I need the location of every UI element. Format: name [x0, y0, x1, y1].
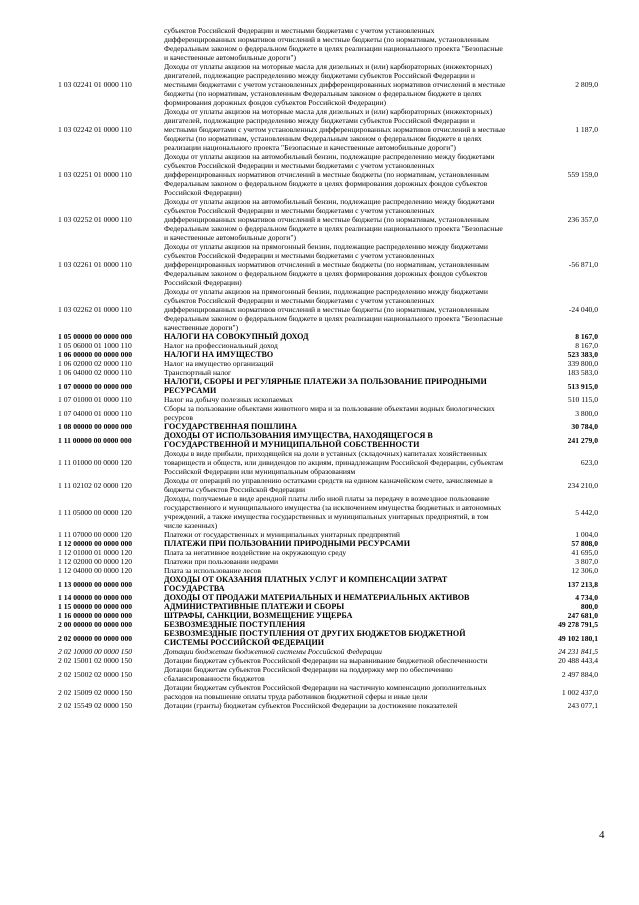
- table-row: [58, 287, 598, 332]
- table-row: [58, 350, 598, 359]
- budget-code: 1 07 00000 00 0000 000: [58, 381, 133, 391]
- table-row: [58, 656, 598, 665]
- revenue-description: Доходы от уплаты акцизов на прямогонный бензин, подлежащие распределению между бюджетами субъектов Российской Федерации и местными бюджетами с учетом установленных дифференцированных нормативов отчислений в местные бюджеты (по нормативам, установленным Федеральным законом о федеральном бюджете в целях реализации национального проекта "Безопасные качественные дороги"): [164, 287, 503, 332]
- amount-value: 12 306,0: [571, 566, 598, 575]
- table-row: [58, 566, 598, 575]
- amount-value: 1 002 437,0: [561, 687, 598, 697]
- table-row: [58, 602, 598, 611]
- revenue-description: ПЛАТЕЖИ ПРИ ПОЛЬЗОВАНИИ ПРИРОДНЫМИ РЕСУРСАМИ: [164, 539, 410, 548]
- budget-code: 1 11 02102 02 0000 120: [58, 480, 132, 490]
- table-row: [58, 26, 598, 62]
- revenue-description: ДОХОДЫ ОТ ПРОДАЖИ МАТЕРИАЛЬНЫХ И НЕМАТЕРИАЛЬНЫХ АКТИВОВ: [164, 593, 470, 602]
- table-row: [58, 548, 598, 557]
- revenue-description: НАЛОГИ НА ИМУЩЕСТВО: [164, 350, 274, 359]
- budget-code: 2 00 00000 00 0000 000: [58, 620, 133, 629]
- revenue-description: Доходы, получаемые в виде арендной платы либо иной платы за передачу в возмездное пользование государственного и муниципального имущества (за исключением имущества бюджетных и автономных учреждений, а также имущества государственных и муниципальных унитарных предприятий, в том числе казенных): [164, 494, 502, 530]
- amount-value: -24 040,0: [568, 305, 598, 314]
- revenue-description: ДОХОДЫ ОТ ИСПОЛЬЗОВАНИЯ ИМУЩЕСТВА, НАХОДЯЩЕГОСЯ В ГОСУДАРСТВЕННОЙ И МУНИЦИПАЛЬНОЙ СОБСТВЕННОСТИ: [164, 431, 433, 449]
- amount-value: 4 734,0: [575, 593, 598, 602]
- revenue-description: БЕЗВОЗМЕЗДНЫЕ ПОСТУПЛЕНИЯ: [164, 620, 306, 629]
- amount-value: 5 442,0: [575, 507, 598, 517]
- budget-code: 1 06 04000 02 0000 110: [58, 368, 132, 377]
- amount-value: 57 808,0: [571, 539, 598, 548]
- amount-value: 513 915,0: [567, 381, 598, 391]
- amount-value: 2 809,0: [575, 80, 598, 89]
- budget-code: 1 05 00000 00 0000 000: [58, 332, 133, 341]
- table-row: [58, 332, 598, 341]
- revenue-description: ДОХОДЫ ОТ ОКАЗАНИЯ ПЛАТНЫХ УСЛУГ И КОМПЕНСАЦИИ ЗАТРАТ ГОСУДАРСТВА: [164, 575, 448, 593]
- budget-code: 1 03 02242 01 0000 110: [58, 125, 132, 134]
- revenue-description: Дотации бюджетам субъектов Российской Федерации на поддержку мер по обеспечению сбалансированности бюджетов: [164, 665, 453, 683]
- table-row: [58, 422, 598, 431]
- budget-code: 1 03 02262 01 0000 110: [58, 305, 132, 314]
- revenue-description: Доходы от уплаты акцизов на автомобильный бензин, подлежащие распределению между бюджетами субъектов Российской Федерации и местными бюджетами с учетом установленных дифференцированных нормативов отчислений в местные бюджеты (по нормативам, установленным Федеральным законом о федеральном бюджете в целях реализации национального проекта "Безопасные и качественные автомобильные дороги"): [164, 197, 503, 242]
- table-row: [58, 242, 598, 287]
- revenue-description: Доходы от уплаты акцизов на моторные масла для дизельных и (или) карбюраторных (инжекторных) двигателей, подлежащие распределению между бюджетами субъектов Российской Федерации и местными бюджетами с учетом установленных дифференцированных нормативов отчислений в местные бюджеты (по нормативам, установленным Федеральным законом о федеральном бюджете в целях формирования дорожных фондов субъектов Российской Федерации): [164, 62, 506, 107]
- table-row: [58, 152, 598, 197]
- amount-value: 339 800,0: [567, 359, 598, 368]
- table-row: [58, 575, 598, 593]
- table-row: [58, 341, 598, 350]
- amount-value: 1 004,0: [575, 530, 598, 539]
- revenue-description: Доходы в виде прибыли, приходящейся на доли в уставных (складочных) капиталах хозяйственных товариществ и обществ, или дивидендов по акциям, принадлежащим Российской Федерации, субъектам Российской Федерации или муниципальным образованиям: [164, 449, 504, 476]
- budget-code: 1 12 04000 00 0000 120: [58, 566, 133, 575]
- budget-revenue-table: [58, 26, 598, 710]
- revenue-description: Доходы от уплаты акцизов на автомобильный бензин, подлежащие распределению между бюджетами субъектов Российской Федерации и местными бюджетами с учетом установленных дифференцированных нормативов отчислений в местные бюджеты (по нормативам, установленным Федеральным законом о федеральном бюджете в целях формирования дорожных фондов субъектов Российской Федерации): [164, 152, 495, 197]
- table-row: [58, 593, 598, 602]
- table-row: [58, 395, 598, 404]
- amount-value: 41 695,0: [571, 548, 598, 557]
- revenue-description: Платежи при пользовании недрами: [164, 557, 279, 566]
- amount-value: 8 167,0: [575, 341, 598, 350]
- amount-value: 800,0: [580, 602, 598, 611]
- amount-value: 559 159,0: [567, 170, 598, 179]
- budget-code: 1 11 01000 00 0000 120: [58, 458, 132, 467]
- amount-value: 247 681,0: [567, 611, 598, 620]
- budget-code: 1 12 01000 01 0000 120: [58, 548, 133, 557]
- table-row: [58, 530, 598, 539]
- amount-value: 49 278 791,5: [558, 620, 598, 629]
- revenue-description: БЕЗВОЗМЕЗДНЫЕ ПОСТУПЛЕНИЯ ОТ ДРУГИХ БЮДЖЕТОВ БЮДЖЕТНОЙ СИСТЕМЫ РОССИЙСКОЙ ФЕДЕРАЦИИ: [164, 629, 466, 647]
- amount-value: 137 213,8: [567, 579, 598, 589]
- budget-code: 2 02 15009 02 0000 150: [58, 687, 133, 697]
- budget-code: 2 02 15002 02 0000 150: [58, 669, 133, 679]
- budget-code: 1 03 02252 01 0000 110: [58, 215, 132, 224]
- revenue-description: Дотации бюджетам бюджетной системы Российской Федерации: [164, 647, 382, 656]
- table-row: [58, 611, 598, 620]
- table-row: [58, 368, 598, 377]
- amount-value: 241 279,0: [567, 435, 598, 445]
- revenue-description: Налог на добычу полезных ископаемых: [164, 395, 293, 404]
- amount-value: 8 167,0: [575, 332, 598, 341]
- amount-value: 243 077,1: [567, 701, 598, 710]
- table-row: [58, 107, 598, 152]
- budget-code: 1 13 00000 00 0000 000: [58, 579, 133, 589]
- amount-value: 30 784,0: [571, 422, 598, 431]
- amount-value: 236 357,0: [567, 215, 598, 224]
- budget-code: 1 11 07000 00 0000 120: [58, 530, 132, 539]
- amount-value: 24 231 841,5: [558, 647, 598, 656]
- budget-code: 1 11 00000 00 0000 000: [58, 435, 132, 445]
- budget-code: 1 11 05000 00 0000 120: [58, 507, 132, 517]
- amount-value: 49 102 180,1: [558, 633, 598, 643]
- budget-code: 1 12 00000 00 0000 000: [58, 539, 133, 548]
- revenue-description: Дотации (гранты) бюджетам субъектов Российской Федерации за достижение показателей: [164, 701, 458, 710]
- revenue-description: субъектов Российской Федерации и местными бюджетами с учетом установленных дифференцированных нормативов отчислений в местные бюджеты (по нормативам, установленным Федеральным законом о федеральном бюджете в целях реализации национального проекта "Безопасные и качественные автомобильные дороги"): [164, 26, 503, 62]
- table-row: [58, 377, 598, 395]
- budget-code: 1 15 00000 00 0000 000: [58, 602, 133, 611]
- table-row: [58, 629, 598, 647]
- amount-value: 623,0: [580, 458, 598, 467]
- revenue-description: Платежи от государственных и муниципальных унитарных предприятий: [164, 530, 400, 539]
- table-row: [58, 197, 598, 242]
- revenue-description: НАЛОГИ, СБОРЫ И РЕГУЛЯРНЫЕ ПЛАТЕЖИ ЗА ПОЛЬЗОВАНИЕ ПРИРОДНЫМИ РЕСУРСАМИ: [164, 377, 487, 395]
- budget-code: 1 06 00000 00 0000 000: [58, 350, 133, 359]
- revenue-description: Доходы от уплаты акцизов на прямогонный бензин, подлежащие распределению между бюджетами субъектов Российской Федерации и местными бюджетами с учетом установленных дифференцированных нормативов отчислений в местные бюджеты (по нормативам, установленным Федеральным законом о федеральном бюджете в целях формирования дорожных фондов субъектов Российской Федерации): [164, 242, 489, 287]
- amount-value: 3 800,0: [575, 408, 598, 418]
- budget-code: 2 02 10000 00 0000 150: [58, 647, 133, 656]
- revenue-description: ГОСУДАРСТВЕННАЯ ПОШЛИНА: [164, 422, 297, 431]
- revenue-description: Налог на профессиональный доход: [164, 341, 278, 350]
- table-row: [58, 359, 598, 368]
- table-row: [58, 62, 598, 107]
- table-row: [58, 494, 598, 530]
- budget-code: 2 02 00000 00 0000 000: [58, 633, 133, 643]
- budget-code: 1 05 06000 01 1000 110: [58, 341, 132, 350]
- table-row: [58, 431, 598, 449]
- revenue-description: Плата за негативное воздействие на окружающую среду: [164, 548, 347, 557]
- table-row: [58, 647, 598, 656]
- budget-code: 1 07 04000 01 0000 110: [58, 408, 132, 418]
- revenue-description: Доходы от операций по управлению остатками средств на едином казначейском счете, зачисляемые в бюджеты субъектов Российской Федерации: [164, 476, 493, 494]
- budget-code: 1 08 00000 00 0000 000: [58, 422, 133, 431]
- amount-value: 510 115,0: [567, 395, 598, 404]
- budget-code: 1 06 02000 02 0000 110: [58, 359, 132, 368]
- amount-value: 2 497 884,0: [561, 669, 598, 679]
- budget-code: 1 07 01000 01 0000 110: [58, 395, 132, 404]
- revenue-description: Плата за использование лесов: [164, 566, 261, 575]
- budget-code: 1 03 02251 01 0000 110: [58, 170, 132, 179]
- revenue-description: ШТРАФЫ, САНКЦИИ, ВОЗМЕЩЕНИЕ УЩЕРБА: [164, 611, 353, 620]
- table-row: [58, 404, 598, 422]
- revenue-description: Доходы от уплаты акцизов на моторные масла для дизельных и (или) карбюраторных (инжекторных) двигателей, подлежащие распределению между бюджетами субъектов Российской Федерации и местными бюджетами с учетом установленных дифференцированных нормативов отчислений в местные бюджеты (по нормативам, установленным Федеральным законом о федеральном бюджете в целях реализации национального проекта "Безопасные и качественные автомобильные дороги"): [164, 107, 506, 152]
- table-row: [58, 701, 598, 710]
- table-row: [58, 665, 598, 683]
- revenue-description: Налог на имущество организаций: [164, 359, 274, 368]
- revenue-description: Сборы за пользование объектами животного мира и за пользование объектами водных биологических ресурсов: [164, 404, 495, 422]
- budget-code: 1 16 00000 00 0000 000: [58, 611, 133, 620]
- revenue-description: Дотации бюджетам субъектов Российской Федерации на выравнивание бюджетной обеспеченности: [164, 656, 488, 665]
- budget-code: 1 03 02261 01 0000 110: [58, 260, 132, 269]
- budget-code: 1 03 02241 01 0000 110: [58, 80, 132, 89]
- amount-value: 1 187,0: [575, 125, 598, 134]
- amount-value: 523 383,0: [567, 350, 598, 359]
- table-row: [58, 557, 598, 566]
- budget-code: 1 14 00000 00 0000 000: [58, 593, 133, 602]
- table-row: [58, 449, 598, 476]
- table-row: [58, 620, 598, 629]
- budget-code: 2 02 15549 02 0000 150: [58, 701, 133, 710]
- amount-value: 3 807,0: [575, 557, 598, 566]
- revenue-description: Дотации бюджетам субъектов Российской Федерации на частичную компенсацию дополнительных расходов на повышение оплаты труда работников бюджетной сферы и иные цели: [164, 683, 487, 701]
- amount-value: 183 583,0: [567, 368, 598, 377]
- table-row: [58, 539, 598, 548]
- revenue-description: Транспортный налог: [164, 368, 232, 377]
- budget-code: 2 02 15001 02 0000 150: [58, 656, 133, 665]
- amount-value: -56 871,0: [568, 260, 598, 269]
- table-row: [58, 476, 598, 494]
- revenue-description: НАЛОГИ НА СОВОКУПНЫЙ ДОХОД: [164, 332, 309, 341]
- budget-code: 1 12 02000 00 0000 120: [58, 557, 133, 566]
- revenue-description: АДМИНИСТРАТИВНЫЕ ПЛАТЕЖИ И СБОРЫ: [164, 602, 345, 611]
- table-row: [58, 683, 598, 701]
- page-number: 4: [599, 829, 605, 841]
- amount-value: 20 488 443,4: [558, 656, 598, 665]
- amount-value: 234 210,0: [567, 480, 598, 490]
